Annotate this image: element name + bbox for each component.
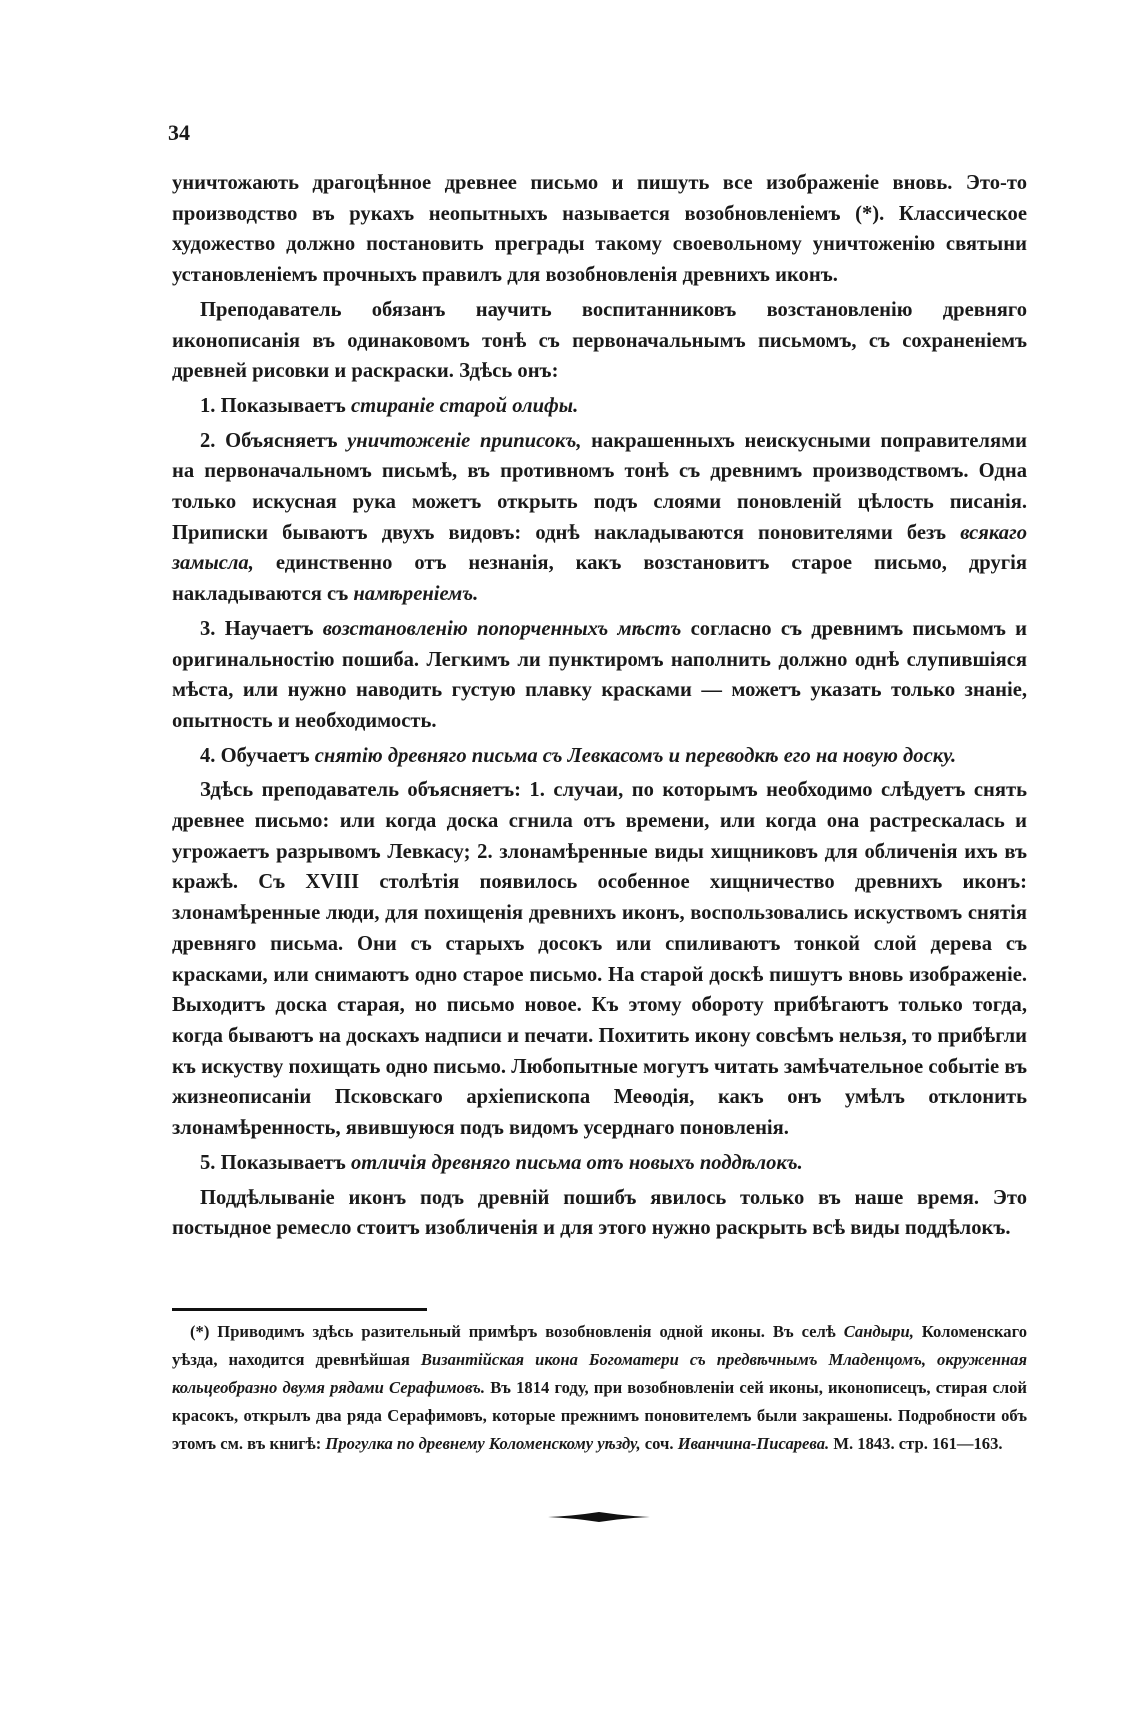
text-run: согласно съ древнимъ письмомъ и оригинальностію пошиба. Легкимъ ли пунктиромъ наполнить должно однѣ слупившіяся мѣста, или нужно наводить густую плавку красками — можетъ указать только знаніе, опытность и необходимость. xyxy=(172,617,1027,732)
italic-text: возстановленію попорченныхъ мѣстъ xyxy=(322,617,682,640)
italic-text: всякаго замысла, xyxy=(172,521,1027,575)
italic-text: намѣреніемъ. xyxy=(353,583,479,606)
list-item xyxy=(172,426,1027,610)
italic-text: снятію древняго письма съ Левкасомъ и переводкѣ его на новую доску. xyxy=(314,744,957,767)
footnote-rule xyxy=(172,1308,427,1311)
italic-text: стираніе старой олифы. xyxy=(350,394,579,417)
italic-text: уничтоженіе приписокъ, xyxy=(347,429,582,452)
italic-text: отличія древняго письма отъ новыхъ поддѣлокъ. xyxy=(350,1151,803,1174)
text-run: 5. Показываетъ xyxy=(200,1151,351,1174)
text-run: 1. Показываетъ xyxy=(200,394,351,417)
italic-text: Прогулка по древнему Коломенскому уѣзду, xyxy=(325,1434,641,1453)
page-number: 34 xyxy=(168,120,190,145)
paragraph xyxy=(172,1183,1027,1244)
text-run: накрашенныхъ неискусными поправителями на первоначальномъ письмѣ, въ противномъ тонѣ съ древнимъ производствомъ. Одна только искусная рука можетъ открыть подъ слоями поновленій цѣлость писанія. Приписки бываютъ двухъ видовъ: однѣ накладываются поновителями безъ xyxy=(172,429,1027,544)
text-run: 3. Научаетъ xyxy=(200,617,323,640)
text-run: единственно отъ незнанія, какъ возстановитъ старое письмо, другія накладываются съ xyxy=(172,552,1027,606)
list-item xyxy=(172,1148,1027,1179)
text-run: Въ 1814 году, при возобновленіи сей иконы, иконописецъ, стирая слой красокъ, открылъ два ряда Серафимовъ, которые прежнимъ поновителемъ были закрашены. Подробности объ этомъ см. въ книгѣ: xyxy=(172,1378,1027,1453)
text-run: уничтожають драгоцѣнное древнее письмо и пишуть все изображеніе вновь. Это-то производство въ рукахъ неопытныхъ называется возобновленіемъ (*). Классическое художество должно постановить преграды такому своевольному уничтоженію святыни установленіемъ прочныхъ правилъ для возобновленія древнихъ иконъ. xyxy=(172,172,1027,287)
end-ornament-icon xyxy=(548,1510,650,1524)
list-item xyxy=(172,614,1027,737)
list-item xyxy=(172,741,1027,772)
footnote xyxy=(172,1318,1027,1458)
text-run: Коломенскаго уѣзда, находится древнѣйшая xyxy=(172,1322,1028,1369)
paragraph xyxy=(172,295,1027,387)
footnote-text xyxy=(172,1318,1027,1458)
text-run: Поддѣлываніе иконъ подъ древній пошибъ явилось только въ наше время. Это постыдное ремесло стоитъ изобличенія и для этого нужно раскрыть всѣ виды поддѣлокъ. xyxy=(172,1186,1027,1240)
text-run: 2. Объясняетъ xyxy=(200,429,348,452)
text-run: 4. Обучаетъ xyxy=(200,744,315,767)
paragraph xyxy=(172,168,1027,291)
list-item xyxy=(172,391,1027,422)
italic-text: Византійская икона Богоматери съ предвѣчнымъ Младенцомъ, окруженная кольцеобразно двумя рядами Серафимовъ. xyxy=(172,1350,1027,1397)
paragraph xyxy=(172,775,1027,1143)
main-text xyxy=(172,168,1027,1248)
text-run: (*) Приводимъ здѣсь разительный примѣръ возобновленія одной иконы. Въ селѣ xyxy=(190,1322,844,1341)
text-run: Преподаватель обязанъ научить воспитанниковъ возстановленію древняго иконописанія въ одинаковомъ тонѣ съ первоначальнымъ письмомъ, съ сохраненіемъ древней рисовки и раскраски. Здѣсь онъ: xyxy=(172,298,1027,383)
text-run: соч. xyxy=(640,1434,678,1453)
italic-text: Иванчина-Писарева. xyxy=(677,1434,830,1453)
italic-text: Сандыри, xyxy=(843,1322,914,1341)
text-run: М. 1843. стр. 161—163. xyxy=(829,1434,1003,1453)
text-run: Здѣсь преподаватель объясняетъ: 1. случаи, по которымъ необходимо слѣдуетъ снять древнее письмо: или когда доска сгнила отъ времени, или когда она растрескалась и угрожаетъ разрывомъ Левкасу; 2. злонамѣренные виды хищниковъ для обличенія ихъ въ кражѣ. Съ XVIII столѣтія появилось особенное хищничество древнихъ иконъ: злонамѣренные люди, для похищенія древнихъ иконъ, воспользовались искуствомъ снятія древняго письма. Они съ старыхъ досокъ или спиливаютъ тонкой слой дерева съ красками, или снимаютъ одно старое письмо. На старой доскѣ пишутъ вновь изображеніе. Выходитъ доска старая, но письмо новое. Къ этому обороту прибѣгаютъ только тогда, когда бываютъ на доскахъ надписи и печати. Похитить икону совсѣмъ нельзя, то прибѣгли къ искуству похищать одно письмо. Любопытные могутъ читать замѣчательное событіе въ жизнеописаніи Псковскаго архіепископа Меѳодія, какъ онъ умѣлъ отклонить злонамѣренность, явившуюся подъ видомъ усерднаго поновленія. xyxy=(172,779,1027,1140)
